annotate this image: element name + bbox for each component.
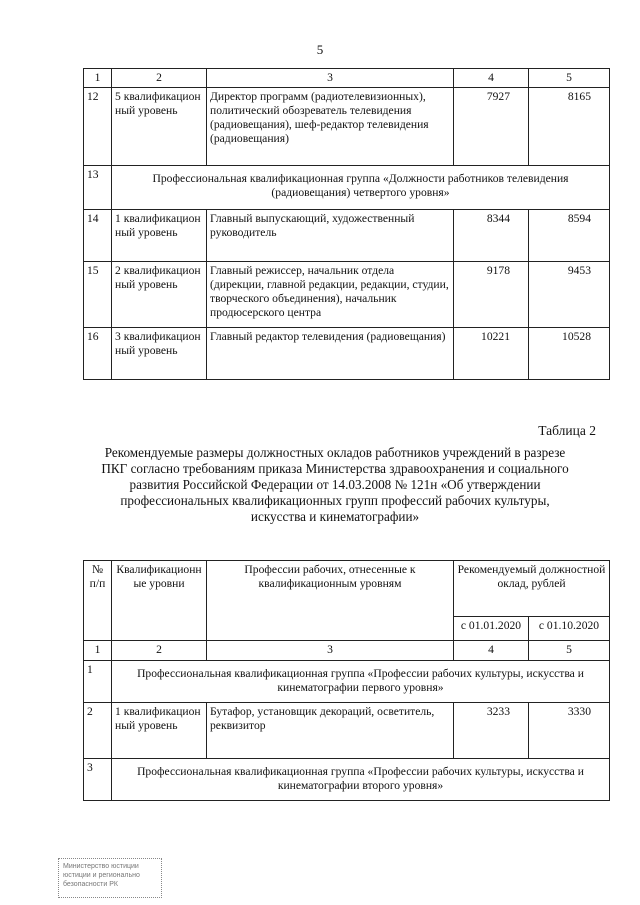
table1-header-cell: 3 [207,69,454,88]
stamp-line: юстиции и регионально [63,872,140,879]
qualification-level: 1 квалификационный уровень [112,703,207,759]
table-row [84,262,610,328]
row-number: 12 [84,88,112,166]
salary-value-1: 3233 [454,703,529,759]
group-title: Профессиональная квалификационная группа «Профессии рабочих культуры, искусства и кинематографии второго уровня» [112,759,610,801]
row-number: 3 [84,759,112,801]
row-number: 16 [84,328,112,380]
table1-header-cell: 5 [529,69,610,88]
salary-value-2: 3330 [529,703,610,759]
qualification-level: 3 квалификационный уровень [112,328,207,380]
profession-cell: Бутафор, установщик декораций, осветитель, реквизитор [207,703,454,759]
group-title: Профессиональная квалификационная группа «Должности работников телевидения (радиовещания) четвертого уровня» [112,166,610,210]
qualification-level: 1 квалификационный уровень [112,210,207,262]
table2-index-cell: 5 [529,641,610,661]
profession-cell: Главный выпускающий, художественный руководитель [207,210,454,262]
stamp-line: безопасности РК [63,881,118,888]
table1-header-cell: 2 [112,69,207,88]
stamp-line: Министерство юстиции [63,863,139,870]
group-row [84,759,610,801]
table2-index-row [84,641,610,661]
table1-index-row [84,69,610,88]
salary-value-2: 10528 [529,328,610,380]
group-title: Профессиональная квалификационная группа «Профессии рабочих культуры, искусства и кинематографии первого уровня» [112,661,610,703]
table-2-label: Таблица 2 [538,423,596,438]
col-num-header: № п/п [84,561,112,641]
salary-value-2: 8594 [529,210,610,262]
table-row [84,328,610,380]
salary-value-2: 9453 [529,262,610,328]
table2-index-cell: 4 [454,641,529,661]
table2-header-row [84,561,610,617]
row-number: 13 [84,166,112,210]
salary-value-1: 8344 [454,210,529,262]
salary-value-1: 7927 [454,88,529,166]
row-number: 1 [84,661,112,703]
row-number: 14 [84,210,112,262]
page-number: 5 [316,42,324,57]
salary-value-1: 9178 [454,262,529,328]
table-row [84,210,610,262]
registration-stamp [58,858,162,898]
profession-cell: Директор программ (радиотелевизионных), политический обозреватель телевидения (радиовещания), шеф-редактор телевидения (радиовещания) [207,88,454,166]
table2-index-cell: 2 [112,641,207,661]
table-row [84,88,610,166]
table1-header-cell: 4 [454,69,529,88]
salary-table-2 [83,560,610,801]
row-number: 15 [84,262,112,328]
salary-value-1: 10221 [454,328,529,380]
group-row [84,166,610,210]
table1-header-cell: 1 [84,69,112,88]
row-number: 2 [84,703,112,759]
col-date1-header: с 01.01.2020 [454,617,529,641]
col-date2-header: с 01.10.2020 [529,617,610,641]
qualification-level: 5 квалификационный уровень [112,88,207,166]
qualification-level: 2 квалификационный уровень [112,262,207,328]
table-row [84,703,610,759]
group-row [84,661,610,703]
salary-value-2: 8165 [529,88,610,166]
table-2-heading: Рекомендуемые размеры должностных окладов работников учреждений в разрезе ПКГ согласно требованиям приказа Министерства здравоохранения и социального развития Российской Федерации от 14.03.2008 № 121н «Об утверждении профессиональных квалификационных групп профессий рабочих культуры, искусства и кинематографии» [101,445,569,524]
col-level-header: Квалификационные уровни [112,561,207,641]
table2-index-cell: 1 [84,641,112,661]
profession-cell: Главный редактор телевидения (радиовещания) [207,328,454,380]
profession-cell: Главный режиссер, начальник отдела (дирекции, главной редакции, редакции, студии, творческого объединения), начальник продюсерского центра [207,262,454,328]
col-salary-header: Рекомендуемый должностной оклад, рублей [454,561,610,617]
table2-index-cell: 3 [207,641,454,661]
col-profession-header: Профессии рабочих, отнесенные к квалификационным уровням [207,561,454,641]
salary-table-1 [83,68,610,380]
